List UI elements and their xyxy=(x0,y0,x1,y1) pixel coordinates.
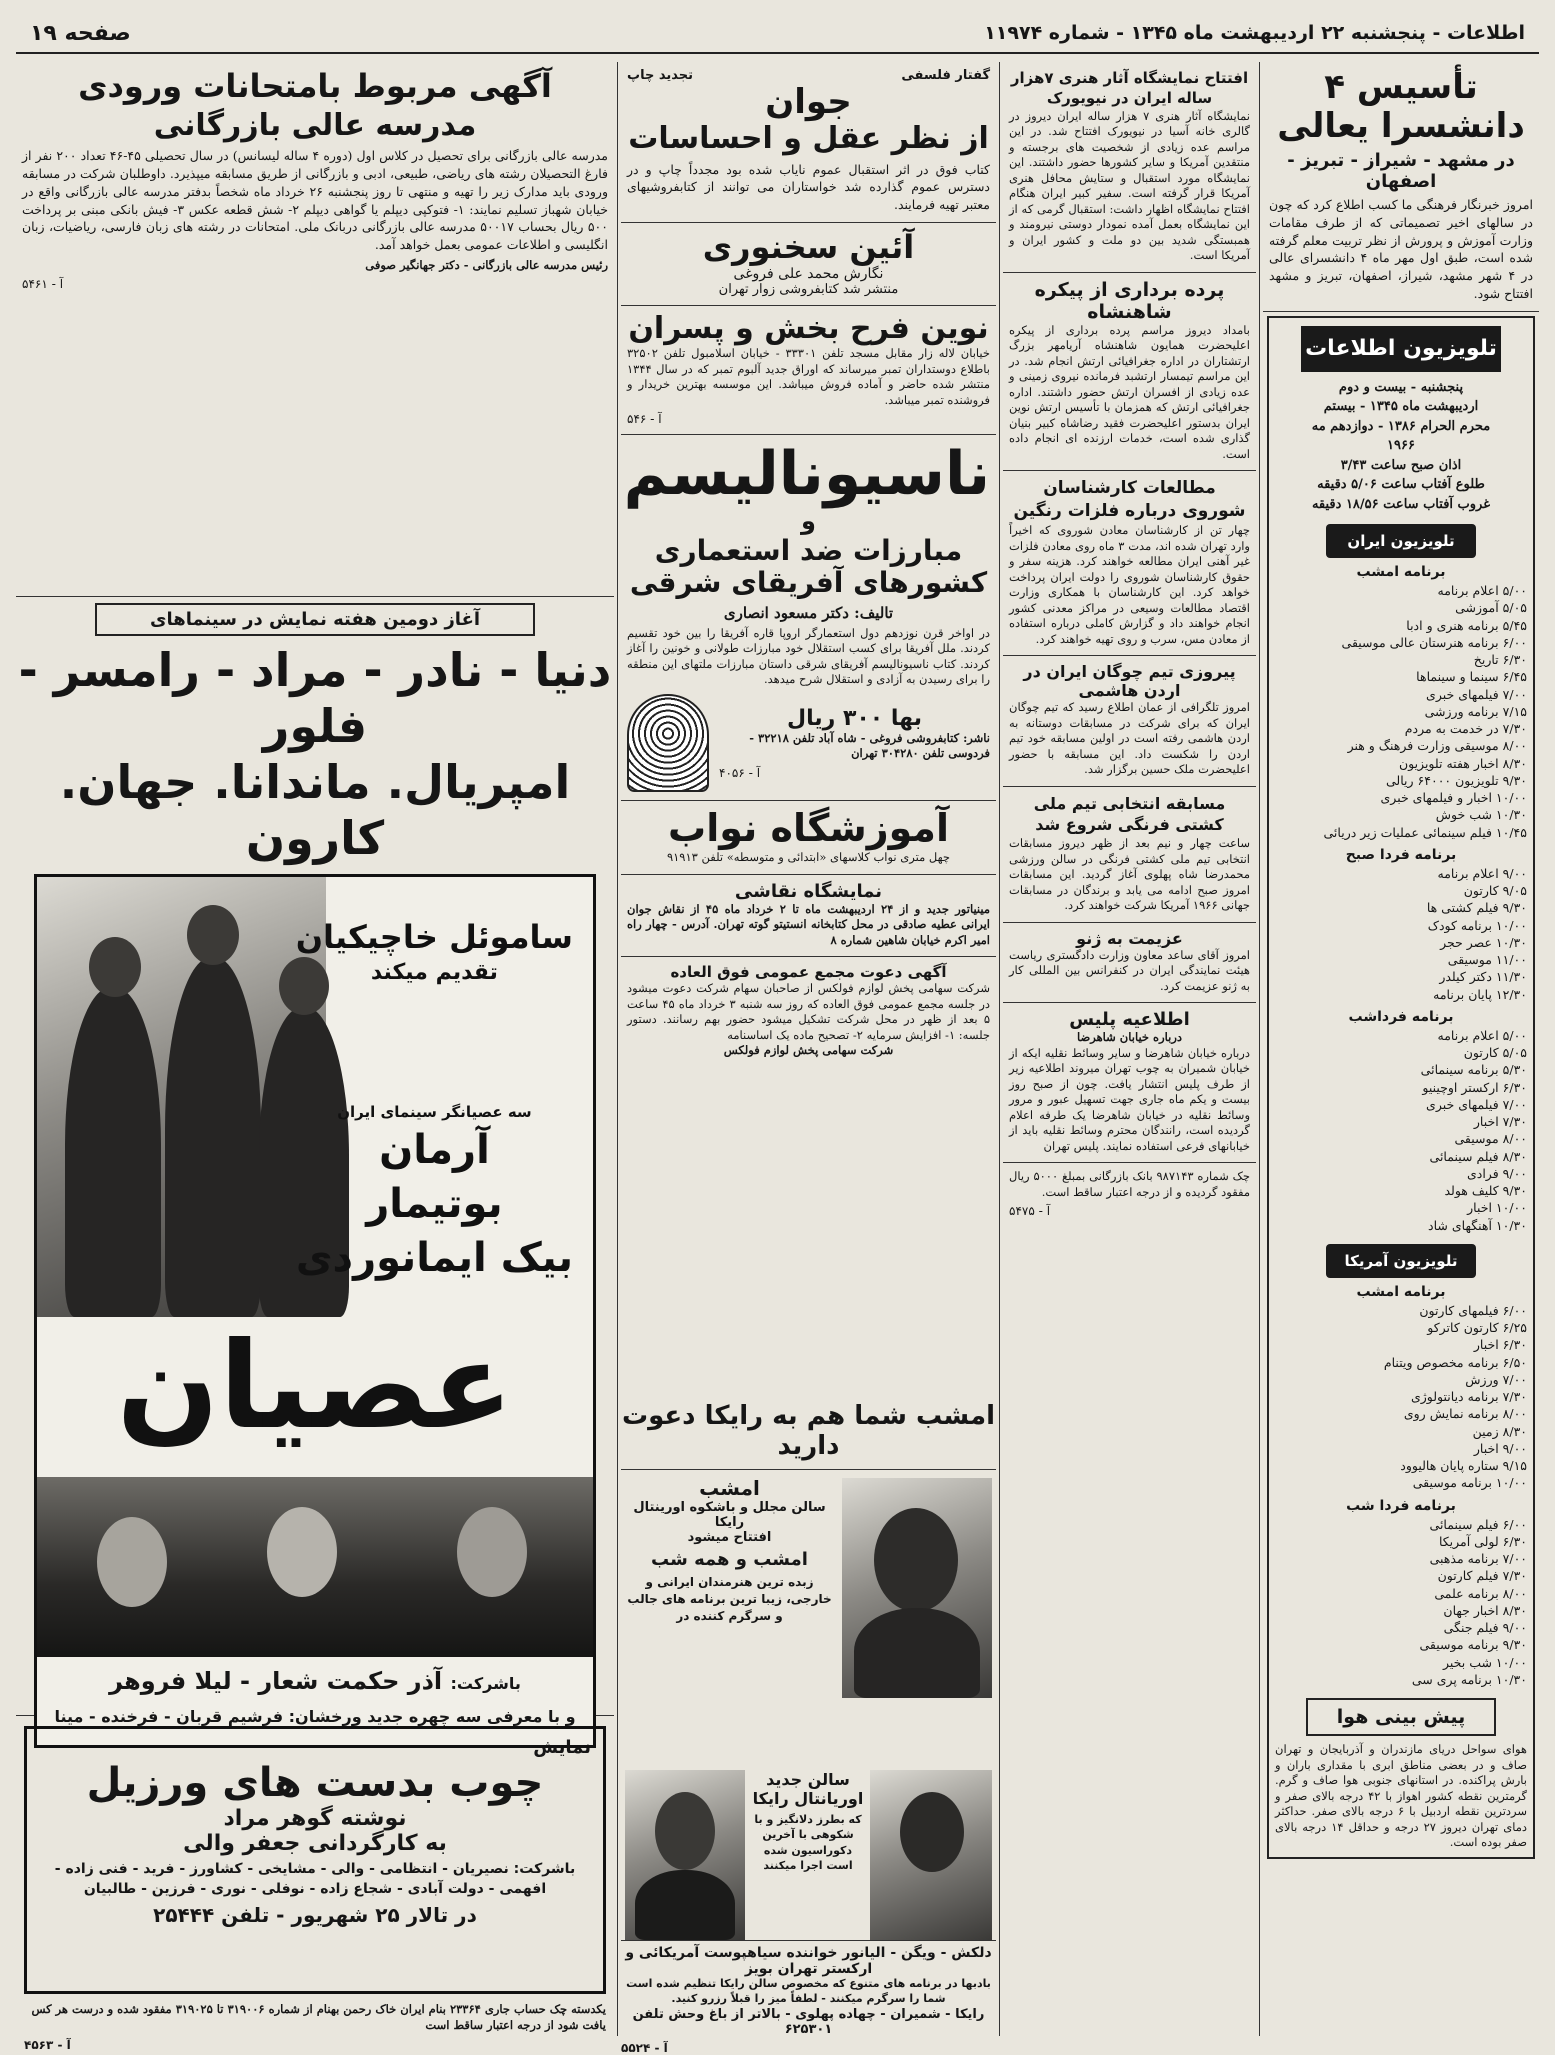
stamp-body: خیابان لاله زار مقابل مسجد تلفن ۳۳۳۰۱ - خیابان اسلامبول تلفن ۳۲۵۰۲ باطلاع دوستداران تمبر میرساند که اوراق جدید آلبوم تمبر که در سال ۱۳۴۴ منتشر شده حاضر و آماده فروش میباشد. این موسسه بهترین خریدار و فروشنده تمبر میباشد. xyxy=(627,346,990,407)
cinema-list xyxy=(16,642,614,866)
program-item: ۱۰/۳۰ آهنگهای شاد xyxy=(1428,1217,1527,1233)
geneva-body: امروز آقای ساعد معاون وزارت دادگستری ریاست هیئت نمایندگی ایران در کنفرانس بین المللی کار به ژنو عزیمت کرد. xyxy=(1009,947,1250,993)
program-item: ۱۰/۴۵ فیلم سینمائی عملیات زیر دریائی xyxy=(1323,824,1527,840)
singer-head xyxy=(874,1508,958,1612)
lost-checkbook-body: یکدسته چک حساب جاری ۲۳۳۶۴ بنام ایران خاک رحمن بهنام از شماره ۳۱۹۰۰۶ تا ۳۱۹۰۲۵ مفقود شده و درست هر کس یافت شود از درجه اعتبار ساقط است xyxy=(31,2002,606,2032)
program-item: ۵/۳۰ برنامه سینمائی xyxy=(1420,1062,1527,1078)
program-item: ۷/۰۰ برنامه مذهبی xyxy=(1429,1551,1527,1567)
actor-name: آرمان xyxy=(379,1126,490,1173)
exam-title: آگهی مربوط بامتحانات ورودی xyxy=(78,67,552,105)
nationalism-title: ناسیونالیسم xyxy=(623,439,990,510)
program-item: ۹/۰۵ کارتون xyxy=(1463,883,1527,899)
program-item: ۱۰/۰۰ برنامه کودک xyxy=(1427,917,1527,933)
movie-poster-photo xyxy=(37,877,326,1317)
polo-article xyxy=(1003,656,1256,787)
movie-still-photo xyxy=(37,1477,593,1657)
exam-subtitle: مدرسه عالی بازرگانی xyxy=(153,107,477,143)
raika-hall-name: اوریانتال رایکا xyxy=(752,1789,864,1808)
wrestling-article xyxy=(1003,787,1256,923)
theater-venue: در تالار ۲۵ شهریور - تلفن ۲۵۴۴۴ xyxy=(153,1903,477,1928)
ad-ref: آ - ۵۴۷۵ xyxy=(1009,1204,1051,1219)
program-item: ۹/۳۰ فیلم کشتی ها xyxy=(1426,900,1527,916)
police-article xyxy=(1003,1003,1256,1163)
raika-opens: افتتاح میشود xyxy=(687,1530,772,1545)
program-item: ۱۲/۳۰ پایان برنامه xyxy=(1433,986,1527,1002)
actor-name: بیک ایمانوردی xyxy=(295,1234,573,1281)
youth-title: جوان xyxy=(765,82,852,122)
raika-footer xyxy=(621,1940,996,2055)
raika-new-hall: سالن جدید xyxy=(766,1770,850,1789)
theater-author: نوشته گوهر مراد xyxy=(223,1806,407,1831)
nationalism-book-ad xyxy=(621,435,996,800)
program-item: ۷/۰۰ فیلمهای خبری xyxy=(1426,686,1527,702)
universities-subtitle: در مشهد - شیراز - تبریز - اصفهان xyxy=(1287,150,1515,193)
oratory-title: آئین سخنوری xyxy=(702,227,915,266)
presenter-name: ساموئل خاچیکیان xyxy=(295,918,573,957)
theater-cast: باشرکت: نصیریان - انتظامی - والی - مشایخی - کشاورز - فرید - فنی زاده - افهمی - دولت آبادی - شجاع زاده - نوفلی - نوری - فرزین - طالبیان xyxy=(54,1861,576,1897)
singer-photo xyxy=(870,1770,992,1940)
school-body: چهل متری نواب کلاسهای «ابتدائی و متوسطه» تلفن ۹۱۹۱۳ xyxy=(666,850,951,865)
program-item: ۵/۰۰ اعلام برنامه xyxy=(1437,1027,1527,1043)
program-item: ۱۰/۳۰ شب خوش xyxy=(1435,807,1527,823)
cinema-ad xyxy=(16,603,614,1727)
lost-checkbook-notice xyxy=(16,1994,614,2053)
metals-article xyxy=(1003,471,1256,656)
program-item: ۶/۳۰ اخبار xyxy=(1473,1337,1527,1353)
program-item: ۷/۰۰ فیلمهای خبری xyxy=(1426,1096,1527,1112)
program-item: ۸/۳۰ زمین xyxy=(1472,1423,1527,1439)
presenter xyxy=(296,917,573,987)
program-item: ۶/۰۰ برنامه هنرستان عالی موسیقی xyxy=(1341,634,1527,650)
cast-main: آذر حکمت شعار - لیلا فروهر xyxy=(109,1667,443,1696)
schedule-header xyxy=(1275,378,1527,515)
header-line: ۱۹۶۶ xyxy=(1387,438,1415,454)
universities-title: تأسیس ۴ دانشسرا یعالی xyxy=(1277,67,1525,147)
program-item: ۹/۳۰ برنامه موسیقی xyxy=(1419,1637,1527,1653)
program-item: ۹/۳۰ کلیف هولد xyxy=(1444,1183,1527,1199)
nationalism-body: در اواخر قرن نوزدهم دول استعمارگر اروپا قاره آفریقا را بین خود تقسیم کردند. ملل آفریقا برای کسب استقلال خود مبارزات طولانی و خونین را آغاز کردند. کتاب ناسیونالیسم آفریقای شرقی داستان مبارزات ملتهای این منطقه را برای رسیدن به آزادی و استقلال شرح میدهد. xyxy=(627,625,990,687)
curtain-article xyxy=(1003,273,1256,472)
publisher-emblem-icon xyxy=(627,694,709,792)
nationalism-author: تالیف: دکتر مسعود انصاری xyxy=(723,603,894,622)
assembly-body: شرکت سهامی پخش لوازم فولکس از صاحبان سهام شرکت دعوت میشود در جلسه مجمع عمومی فوق العاده که روز سه شنبه ۳ خرداد ماه ۴۵ ساعت ۵ بعد از ظهر در محل شرکت تشکیل میشود حضور بهم رسانند. دستور جلسه: ۱- افزایش سرمایه ۲- تصحیح ماده یک اساسنامه xyxy=(627,981,990,1042)
new-faces: و با معرفی سه چهره جدید ورخشان: فرشیم قربان - فرخنده - مینا xyxy=(54,1707,576,1727)
raika-artists: زبده ترین هنرمندان ایرانی و خارجی، زیبا ترین برنامه های جالب و سرگرم کننده در xyxy=(627,1575,832,1623)
company-label: سه عصیانگر سینمای ایران xyxy=(337,1103,532,1122)
singer-head xyxy=(655,1792,715,1870)
tv-schedule xyxy=(1267,316,1535,1859)
column-rule xyxy=(1259,62,1260,2036)
theater-director: به کارگردانی جعفر والی xyxy=(183,1831,447,1856)
program-item: ۵/۰۵ کارتون xyxy=(1463,1045,1527,1061)
oratory-author: نگارش محمد علی فروغی xyxy=(733,265,884,282)
program-item: ۸/۰۰ برنامه نمایش روی xyxy=(1403,1406,1527,1422)
program-item: ۱۰/۰۰ اخبار xyxy=(1467,1200,1527,1216)
police-title: اطلاعیه پلیس xyxy=(1069,1009,1190,1031)
header-line: محرم الحرام ۱۳۸۶ - دوازدهم مه xyxy=(1311,418,1491,434)
program-item: ۱۰/۳۰ برنامه پری سی xyxy=(1411,1671,1527,1687)
raika-performers: دلکش - ویگن - الیانور خواننده سیاهپوست آمریکائی و ارکستر تهران بویز xyxy=(625,1945,992,1977)
cinema-list-line: امپریال. ماندانا. جهان. کارون xyxy=(59,755,571,866)
painting-title: نمایشگاه نقاشی xyxy=(734,880,883,902)
program-list xyxy=(1275,865,1527,1003)
exam-signature: رئیس مدرسه عالی بازرگانی - دکتر جهانگیر صوفی xyxy=(365,257,608,272)
program-item: ۷/۱۵ برنامه ورزشی xyxy=(1424,703,1527,719)
youth-body: کتاب فوق در اثر استقبال عموم نایاب شده بود مجدداً چاپ و در دسترس عموم گذارده شد خواستاران می توانند از کتابفروشیهای معتبر تهیه فرمایند. xyxy=(627,161,990,213)
program-title: برنامه امشب xyxy=(1356,564,1446,581)
ad-ref: آ - ۵۴۶۱ xyxy=(22,277,64,292)
school-title: آموزشگاه نواب xyxy=(668,805,949,850)
polo-body: امروز تلگرافی از عمان اطلاع رسید که تیم چوگان ایران که برای شرکت در مسابقات دوستانه به اردن هاشمی رفته است در اولین مسابقه خود تیم اردن را شکست داد. این مسابقه با حضور اعلیحضرت ملک حسین برگزار شد. xyxy=(1009,700,1250,777)
column-ads-cinema xyxy=(16,62,614,2053)
universities-body: امروز خبرنگار فرهنگی ما کسب اطلاع کرد که چون در سالهای اخیر تصمیماتی که از طرف مقامات وزارت آموزش و پرورش از نظر تربیت معلم گرفته شده است، طبق اول مهر ماه ۴ دانشسرای عالی در ۴ شهر مشهد، شیراز، اصفهان، تبریز و مشهد افتتاح شود. xyxy=(1269,197,1534,301)
program-item: ۹/۱۵ ستاره پایان هالیوود xyxy=(1400,1458,1527,1474)
youth-kicker: گفتار فلسفی xyxy=(901,68,990,83)
program-item: ۵/۰۰ اعلام برنامه xyxy=(1437,583,1527,599)
program-item: ۷/۳۰ در خدمت به مردم xyxy=(1404,721,1527,737)
program-item: ۷/۳۰ فیلم کارتون xyxy=(1437,1568,1527,1584)
actor-head xyxy=(267,1507,337,1597)
police-body: درباره خیابان شاهرضا و سایر وسائط نقلیه ایکه از خیابان شمیران به چوب تهران میروند اطلاعیه زیر از طرف پلیس انتشار یافت. چون از صبح روز بیست و یکم ماه جاری جهت تسهیل عبور و مرور وسائط نقلیه در خیابان شاهرضا یک طرفه اعلام گردیده است، رانندگان محترم وسائط نقلیه باید از خیابانهای فرعی استفاده نمایند. پلیس تهران xyxy=(1009,1045,1250,1153)
actor-figure xyxy=(165,957,261,1317)
weather-body: هوای سواحل دریای مازندران و آذربایجان و تهران صاف و در بعضی مناطق ابری با مقداری باران و بارش پراکنده. در استانهای جنوبی هوا صاف و گرم. گرمترین نقطه کشور اهواز با ۴۲ درجه بالای صفر و سردترین نقطه اردبیل با ۶ درجه بالای صفر. حداکثر دمای تهران دیروز ۲۷ درجه و حداقل ۱۴ درجه بالای صفر بوده است. xyxy=(1275,1742,1528,1850)
actor-head xyxy=(97,1517,167,1607)
singer-head xyxy=(900,1792,964,1872)
actor-head xyxy=(89,937,141,997)
program-item: ۶/۳۰ ارکستر اوچینیو xyxy=(1422,1079,1527,1095)
nationalism-and: و xyxy=(801,507,816,536)
program-item: ۷/۳۰ اخبار xyxy=(1473,1114,1527,1130)
column-rule xyxy=(999,62,1000,2036)
actor-name: بوتیمار xyxy=(366,1180,503,1227)
assembly-signature: شرکت سهامی پخش لوازم فولکس xyxy=(723,1043,894,1058)
theater-title: چوب بدست های ورزیل xyxy=(86,1760,544,1806)
column-ads-books xyxy=(621,62,996,1376)
polo-title: پیروزی تیم چوگان ایران در اردن هاشمی xyxy=(1023,662,1236,701)
ad-ref: آ - ۴۵۶۳ xyxy=(24,2038,71,2053)
curtain-body: بامداد دیروز مراسم پرده برداری از پیکره اعلیحضرت همایون شاهنشاه آریامهر بزرگ ارتشتاران در اداره جغرافیائی ارتش انجام شد. در این مراسم تیمسار ارتشبد فرمانده نیروی زمینی و عده زیادی از افسران ارتش حضور داشتند. اداره جغرافیائی ارتش که همزمان با تأسیس ارتش نوین ایران بدستور اعلیحضرت فقید رضاشاه کبیر بنیان گذاری شده است، خدمات ارزنده ای انجام داده است. xyxy=(1009,322,1250,461)
metals-body: چهار تن از کارشناسان معادن شوروی که اخیراً وارد تهران شده اند، مدت ۳ ماه روی معادن فلزات غیر آهنی ایران مطالعه خواهند کرد. هزینه سفر و حقوق کارشناسان شوروی را دولت ایران پرداخت خواهد کرد. این کارشناسان با همکاری وزارت اقتصاد مطالعات وسیعی در مراکز معدنی کشور انجام خواهند داد و گزارش کاملی درباره استفاده از معادن مس، سرب و روی تهیه خواهند کرد. xyxy=(1009,523,1250,646)
header-line: اردیبهشت ماه ۱۳۴۵ - بیستم xyxy=(1323,399,1479,415)
program-item: ۹/۰۰ فیلم جنگی xyxy=(1443,1620,1527,1636)
youth-book-ad xyxy=(621,62,996,223)
program-item: ۸/۳۰ اخبار هفته تلویزیون xyxy=(1398,755,1527,771)
program-item: ۶/۳۰ تاریخ xyxy=(1473,652,1527,668)
movie-title: عصیان xyxy=(116,1317,514,1457)
exam-body: مدرسه عالی بازرگانی برای تحصیل در کلاس اول (دوره ۴ ساله لیسانس) در سال تحصیلی ۴۵-۴۶ تعداد ۲۰۰ نفر از فارغ التحصیلان رشته های ریاضی، طبیعی، ادبی و بازرگانی از طریق مسابقه میپذیرد. داوطلبان شرکت در مسابقه ورودی باید مدارک زیر را تهیه و منتهی تا روز پنجشنبه ۲۶ خرداد ماه شخصاً بدفتر مدرسه عالی بازرگانی واقع در خیابان شهباز تسلیم نمایند: ۱- فتوکپی دیپلم یا گواهی دیپلم ۲- شش قطعه عکس ۳- فیش بانکی مبنی بر پرداخت ۵۰۰ ریال بحساب ۵۰۰۱۷ مدرسه عالی بازرگانی دربانک ملی. امتحانات در رشته های زبان فارسی، ریاضیات، زبان انگلیسی و اطلاعات عمومی بعمل خواهد آمد. xyxy=(22,148,609,253)
raika-tonight: امشب xyxy=(699,1476,760,1500)
ad-ref: آ - ۵۴۶ xyxy=(627,412,662,427)
nationalism-publisher: ناشر: کتابفروشی فروغی - شاه آباد تلفن ۳۲۲۱۸ - فردوسی تلفن ۳۰۴۲۸۰ تهران xyxy=(749,730,990,761)
column-news-schedule xyxy=(1263,62,1539,2036)
youth-subtitle: از نظر عقل و احساسات xyxy=(628,121,989,157)
program-title: برنامه فرداشب xyxy=(1348,1008,1454,1025)
exhibition-title: افتتاح نمایشگاه آثار هنری ۷هزار ساله ایران در نیویورک xyxy=(1010,69,1249,108)
wrestling-title: مسابقه انتخابی تیم ملی کشتی فرنگی شروع شد xyxy=(1033,793,1226,835)
program-item: ۵/۰۵ آموزشی xyxy=(1455,600,1527,616)
assembly-notice xyxy=(621,957,996,1067)
exam-notice xyxy=(16,62,614,597)
station-iran-logo: تلویزیون ایران xyxy=(1326,524,1476,558)
program-item: ۷/۰۰ ورزش xyxy=(1465,1371,1527,1387)
program-item: ۱۰/۰۰ شب بخیر xyxy=(1443,1654,1527,1670)
actor-figure xyxy=(65,987,161,1317)
newspaper-page xyxy=(16,14,1539,2055)
singer-photo xyxy=(625,1770,745,1940)
column-rule xyxy=(617,62,618,2036)
page-number: صفحه ۱۹ xyxy=(30,20,131,46)
stamp-ad xyxy=(621,306,996,436)
program-item: ۶/۰۰ فیلم سینمائی xyxy=(1429,1516,1527,1532)
header-line: اذان صبح ساعت ۳/۴۳ xyxy=(1340,457,1462,473)
program-item: ۱۰/۰۰ اخبار و فیلمهای خبری xyxy=(1380,790,1527,806)
raika-opening: سالن مجلل و باشکوه اورینتال رایکا xyxy=(633,1500,826,1530)
program-item: ۹/۳۰ تلویزیون ۶۴۰۰۰ ریالی xyxy=(1386,772,1527,788)
exhibition-body: نمایشگاه آثار هنری ۷ هزار ساله ایران دیروز در گالری خانه آسیا در نیویورک افتتاح شد. در این مراسم عده زیادی از شخصیت های برجسته و منتقدین آمریکا و سایر کشورها حضور داشتند. این نمایشگاه مورد استقبال و ستایش محافل هنری آمریکا قرار گرفته است. سفیر کبیر ایران هنگام افتتاح نمایشگاه اظهار داشت: استقبال گرمی که از این نمایشگاه بعمل آمده نمودار دوستی نیرومند و همبستگی شدید بین دو ملت و کشور ایران و آمریکا است. xyxy=(1009,108,1251,263)
actor-head xyxy=(187,905,239,965)
theater-label: نمایش xyxy=(533,1737,591,1758)
program-item: ۶/۴۵ سینما و سینماها xyxy=(1416,669,1527,685)
program-item: ۶/۳۰ لولی آمریکا xyxy=(1438,1533,1527,1549)
wrestling-body: ساعت چهار و نیم بعد از ظهر دیروز مسابقات انتخابی تیم ملی کشتی فرنگی در سالن ورزشی محمدرضا شاه پهلوی آغاز گردید. این مسابقات امروز صبح ادامه می یابد و برندگان در مسابقات جهانی ۱۹۶۶ آمریکا شرکت خواهند کرد. xyxy=(1009,836,1250,913)
program-item: ۶/۰۰ فیلمهای کارتون xyxy=(1419,1302,1527,1318)
universities-article xyxy=(1263,62,1539,312)
lost-check-body: چک شماره ۹۸۷۱۴۳ بانک بازرگانی بمبلغ ۵۰۰۰ ریال مفقود گردیده و از درجه اعتبار ساقط است. xyxy=(1009,1169,1250,1199)
program-item: ۸/۰۰ برنامه علمی xyxy=(1434,1585,1527,1601)
exhibition-article xyxy=(1003,62,1256,273)
masthead-issue: اطلاعات - پنجشنبه ۲۲ اردیبهشت ماه ۱۳۴۵ - شماره ۱۱۹۷۴ xyxy=(984,22,1525,44)
header-line: طلوع آفتاب ساعت ۵/۰۶ دقیقه xyxy=(1317,477,1485,493)
presenter-note: تقدیم میکند xyxy=(370,960,498,986)
assembly-title: آگهی دعوت مجمع عمومی فوق العاده xyxy=(670,963,947,982)
ad-ref: آ - ۵۵۲۴ xyxy=(621,2040,668,2055)
program-item: ۹/۰۰ فرادی xyxy=(1466,1165,1527,1181)
actor-head xyxy=(457,1507,527,1597)
program-title: برنامه امشب xyxy=(1356,1283,1446,1300)
cast-line xyxy=(47,1667,583,1695)
geneva-title: عزیمت به ژنو xyxy=(1076,928,1183,948)
movie-poster xyxy=(34,874,596,1748)
program-item: ۹/۰۰ اخبار xyxy=(1473,1440,1527,1456)
program-item: ۱۱/۳۰ دکتر کیلدر xyxy=(1439,969,1527,985)
station-us-logo: تلویزیون آمریکا xyxy=(1326,1244,1476,1278)
metals-title: مطالعات کارشناسان شوروی درباره فلزات رنگین xyxy=(1013,478,1246,522)
program-list xyxy=(1275,582,1527,841)
stamp-title: نوین فرح بخش و پسران xyxy=(628,310,989,346)
program-item: ۱۰/۳۰ عصر حجر xyxy=(1440,934,1527,950)
nationalism-price: بها ۳۰۰ ریال xyxy=(787,705,922,731)
oratory-publisher: منتشر شد کتابفروشی زوار تهران xyxy=(718,281,899,297)
program-item: ۶/۲۵ کارتون کاترکو xyxy=(1427,1320,1527,1336)
header-line: پنجشنبه - بیست و دوم xyxy=(1338,379,1464,395)
program-title: برنامه فردا شب xyxy=(1346,1497,1456,1514)
oratory-book-ad xyxy=(621,223,996,306)
raika-hall-desc: که بطرز دلانگیز و با شکوهی با آخرین دکوراسیون شده است اجرا میکنند xyxy=(754,1813,862,1873)
program-item: ۵/۴۵ برنامه هنری و ادبا xyxy=(1406,617,1527,633)
program-item: ۷/۳۰ برنامه دیانتولوژی xyxy=(1410,1389,1527,1405)
raika-headline: امشب شما هم به رایکا دعوت دارید xyxy=(621,1395,996,1470)
program-title: برنامه فردا صبح xyxy=(1345,846,1457,863)
cast-block xyxy=(296,1102,573,1284)
program-item: ۸/۳۰ اخبار جهان xyxy=(1443,1602,1527,1618)
program-item: ۸/۰۰ موسیقی وزارت فرهنگ و هنر xyxy=(1347,738,1527,754)
police-subtitle: درباره خیابان شاهرضا xyxy=(1076,1030,1183,1045)
with-label: باشرکت: xyxy=(450,1674,521,1694)
program-list xyxy=(1275,1027,1527,1234)
cinema-list-line: دنیا - نادر - مراد - رامسر - فلور xyxy=(18,643,612,754)
weather-logo: پیش بینی هوا xyxy=(1306,1698,1496,1736)
masthead xyxy=(16,14,1539,54)
program-item: ۱۰/۰۰ برنامه موسیقی xyxy=(1412,1475,1527,1491)
painting-body: مینیاتور جدید و از ۲۴ اردیبهشت ماه تا ۲ خرداد ماه ۴۵ از نقاش جوان ایرانی عطیه صادقی در محل کتابخانه انستیتو گوته تهران. آدرس - چهار راه امیر اکرم خیابان شاهین شماره ۸ xyxy=(627,901,991,947)
raika-address: رایکا - شمیران - چهاده پهلوی - بالاتر از باغ وحش تلفن ۶۲۵۳۰۱ xyxy=(632,2006,985,2037)
program-item: ۸/۰۰ موسیقی xyxy=(1454,1131,1527,1147)
column-news xyxy=(1003,62,1256,2036)
singer-figure xyxy=(854,1608,980,1698)
theater-ad xyxy=(24,1726,606,1994)
painting-exhibition-ad xyxy=(621,875,996,958)
singer-figure xyxy=(635,1870,735,1940)
raika-every-night: امشب و همه شب xyxy=(651,1549,808,1570)
cinema-banner: آغاز دومین هفته نمایش در سینماهای xyxy=(95,603,535,636)
singer-photo xyxy=(842,1478,992,1698)
nawab-school-ad xyxy=(621,801,996,875)
curtain-title: پرده برداری از پیکره شاهنشاه xyxy=(1034,278,1225,323)
ad-ref: آ - ۴۰۵۶ xyxy=(719,765,761,780)
program-item: ۱۱/۰۰ موسیقی xyxy=(1447,952,1527,968)
program-item: ۹/۰۰ اعلام برنامه xyxy=(1437,865,1527,881)
raika-details: بادبها در برنامه های متنوع که مخصوص سالن رایکا تنظیم شده است شما را سرگرم میکنند - لطفاً میز را قبلاً رزرو کنید. xyxy=(626,1977,991,2005)
header-line: غروب آفتاب ساعت ۱۸/۵۶ دقیقه xyxy=(1311,496,1491,512)
program-list xyxy=(1275,1516,1527,1689)
tv-schedule-logo: تلویزیون اطلاعات xyxy=(1301,326,1501,372)
program-item: ۸/۳۰ فیلم سینمائی xyxy=(1429,1148,1527,1164)
lost-check-notice xyxy=(1003,1163,1256,1226)
program-item: ۶/۵۰ برنامه مخصوص ویتنام xyxy=(1383,1354,1527,1370)
geneva-article xyxy=(1003,923,1256,1004)
youth-reprint: تجدید چاپ xyxy=(627,68,693,83)
program-list xyxy=(1275,1302,1527,1492)
nationalism-subtitle: مبارزات ضد استعماری کشورهای آفریقای شرقی xyxy=(629,534,988,600)
